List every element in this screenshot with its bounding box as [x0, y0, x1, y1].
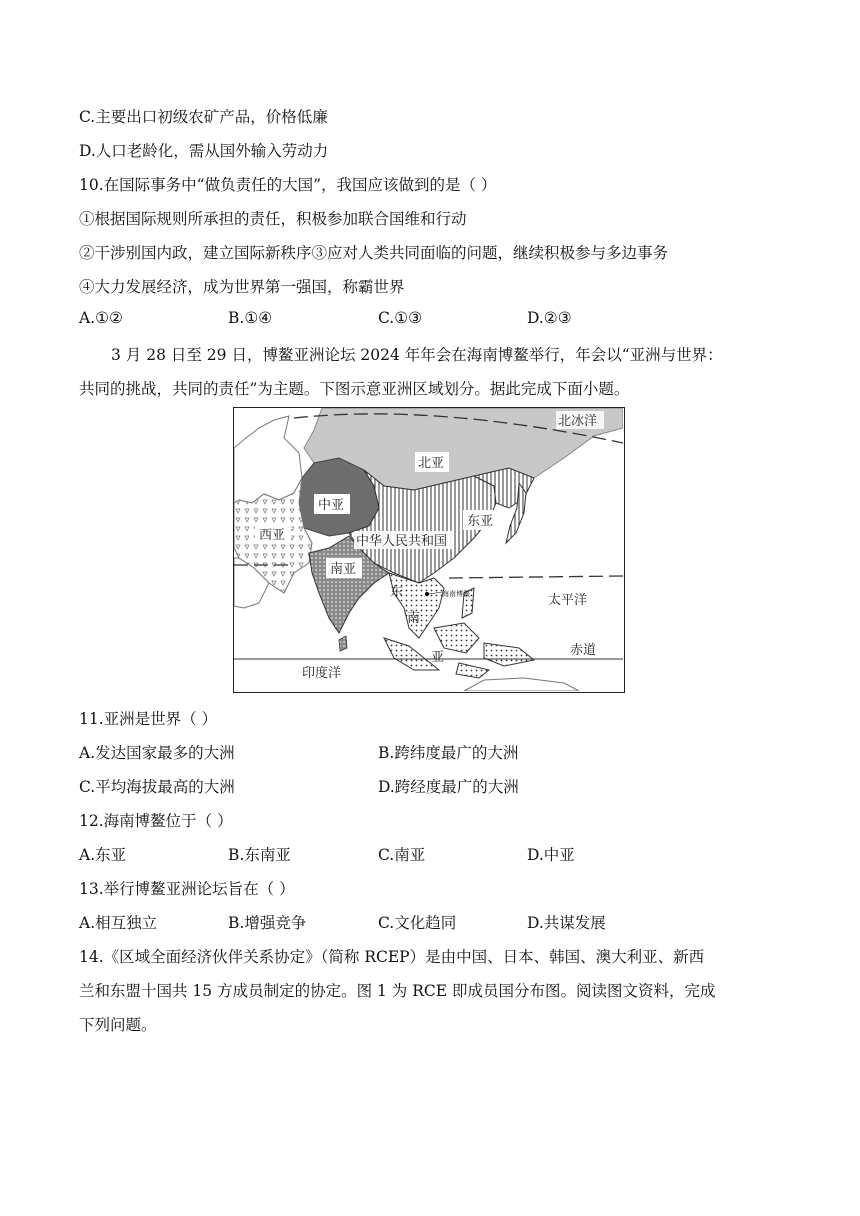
label-arctic-ocean: 北冰洋 [558, 414, 598, 429]
q10-stem: 10.在国际事务中“做负责任的大国”，我国应该做到的是（ ） [79, 176, 497, 194]
label-south-asia: 南亚 [330, 562, 357, 577]
q10-option-a: A.①② [79, 309, 123, 327]
q10-option-b: B.①④ [228, 309, 273, 327]
q11-option-b: B.跨纬度最广的大洲 [378, 744, 519, 762]
label-indian-ocean: 印度洋 [302, 666, 342, 681]
q10-option-d: D.②③ [527, 309, 572, 327]
label-pacific: 太平洋 [548, 593, 588, 608]
q12-stem: 12.海南博鳌位于（ ） [79, 812, 233, 830]
label-boao: 海南博鳌 [442, 590, 470, 598]
tropic-line-east [449, 576, 623, 578]
q10-item-4: ④大力发展经济，成为世界第一强国，称霸世界 [79, 278, 405, 296]
asia-region-map [233, 407, 625, 693]
q13-option-a: A.相互独立 [79, 914, 158, 932]
q12-option-d: D.中亚 [527, 846, 575, 864]
label-east-asia: 东亚 [467, 514, 494, 529]
label-west-asia: 西亚 [259, 528, 286, 543]
passage-line-1: 3 月 28 日至 29 日，博鳌亚洲论坛 2024 年年会在海南博鳌举行，年会以“亚洲与世界： [111, 346, 723, 364]
label-southeast-1: 东 [390, 585, 404, 600]
sri-lanka [339, 636, 347, 651]
q12-option-b: B.东南亚 [228, 846, 291, 864]
q9-option-c: C.主要出口初级农矿产品，价格低廉 [79, 108, 328, 126]
q11-stem: 11.亚洲是世界（ ） [79, 710, 218, 728]
boao-marker [425, 592, 429, 596]
passage-line-2: 共同的挑战，共同的责任”为主题。下图示意亚洲区域划分。据此完成下面小题。 [79, 380, 630, 398]
australia-edge [464, 678, 579, 691]
q11-option-c: C.平均海拔最高的大洲 [79, 778, 235, 796]
q10-option-c: C.①③ [378, 309, 423, 327]
europe-outline [234, 416, 302, 503]
label-china: 中华人民共和国 [356, 534, 448, 549]
q13-option-c: C.文化趋同 [378, 914, 457, 932]
q14-line-3: 下列问题。 [79, 1016, 157, 1034]
label-north-asia: 北亚 [418, 456, 445, 471]
q13-option-b: B.增强竞争 [228, 914, 307, 932]
q13-stem: 13.举行博鳌亚洲论坛旨在（ ） [79, 880, 295, 898]
label-southeast-3: 亚 [431, 650, 445, 665]
label-central-asia: 中亚 [318, 498, 345, 513]
q14-line-2: 兰和东盟十国共 15 方成员制定的协定。图 1 为 RCE 即成员国分布图。阅读图文资料，完成 [79, 982, 716, 1000]
q12-option-c: C.南亚 [378, 846, 426, 864]
q11-option-d: D.跨经度最广的大洲 [378, 778, 519, 796]
q13-option-d: D.共谋发展 [527, 914, 606, 932]
q12-option-a: A.东亚 [79, 846, 127, 864]
label-southeast-2: 南 [407, 611, 421, 626]
q9-option-d: D.人口老龄化，需从国外输入劳动力 [79, 142, 329, 160]
label-equator: 赤道 [570, 643, 597, 658]
q10-item-1: ①根据国际规则所承担的责任，积极参加联合国维和行动 [79, 210, 467, 228]
q11-option-a: A.发达国家最多的大洲 [79, 744, 235, 762]
q10-item-2-3: ②干涉别国内政，建立国际新秩序③应对人类共同面临的问题，继续积极参与多边事务 [79, 244, 669, 262]
q14-line-1: 14.《区域全面经济伙伴关系协定》（简称 RCEP）是由中国、日本、韩国、澳大利亚、新西 [79, 948, 705, 966]
